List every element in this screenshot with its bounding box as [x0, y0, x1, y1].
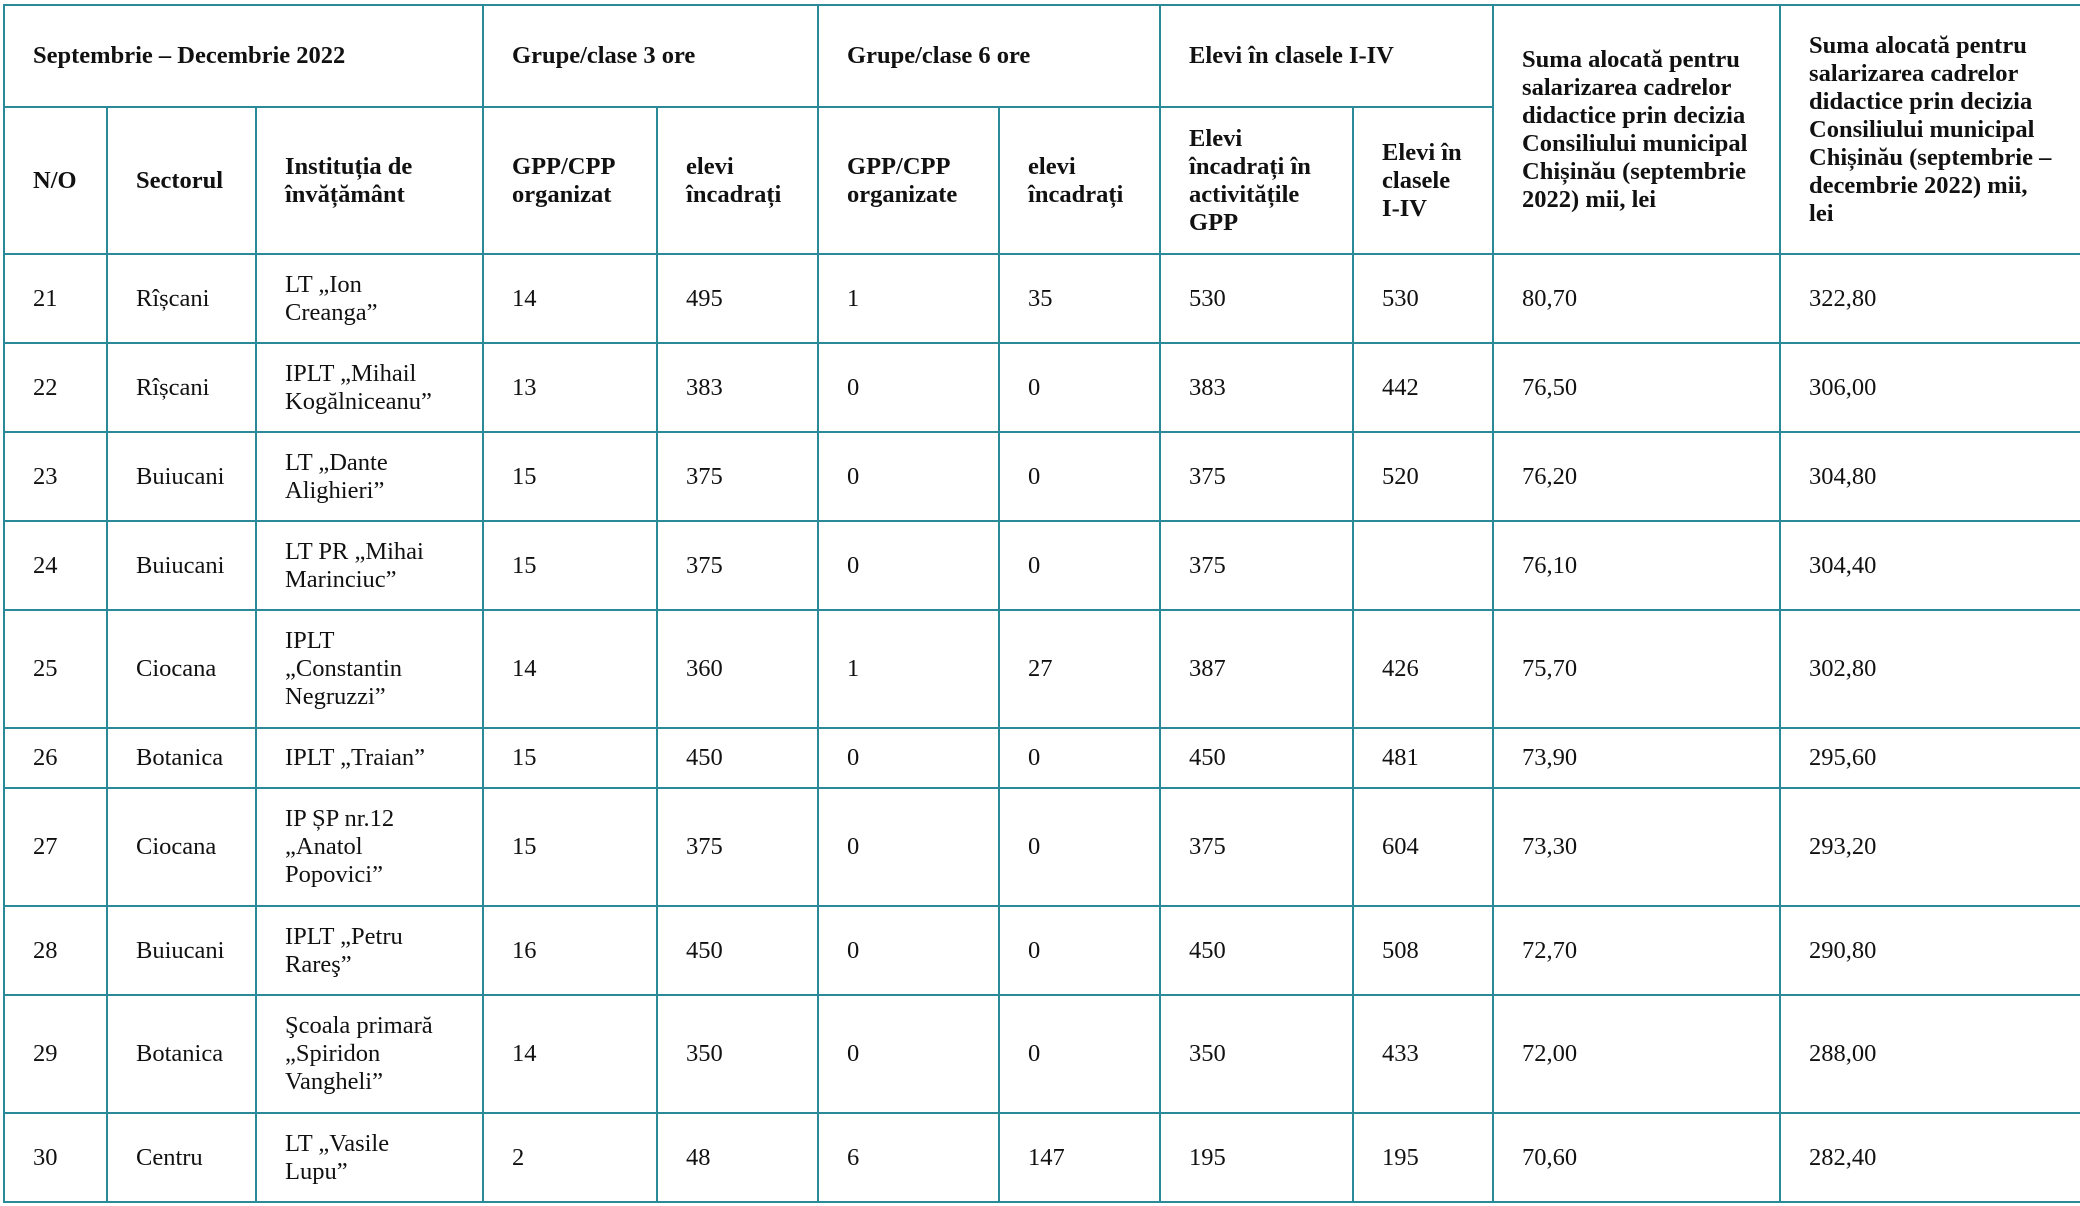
cell-sum-total: 304,40: [1780, 521, 2080, 610]
cell-sum-september: 76,50: [1493, 343, 1780, 432]
col-pupils-6h: elevi încadrați: [999, 107, 1160, 254]
cell-pupils-gpp: 450: [1160, 728, 1353, 788]
cell-sum-september: 70,60: [1493, 1113, 1780, 1202]
cell-pupils-6h: 0: [999, 906, 1160, 995]
cell-sector: Buiucani: [107, 906, 256, 995]
cell-sector: Botanica: [107, 728, 256, 788]
cell-gpp-3h: 15: [483, 728, 657, 788]
cell-pupils-3h: 450: [657, 906, 818, 995]
cell-gpp-3h: 14: [483, 254, 657, 343]
col-pupils-3h: elevi încadrați: [657, 107, 818, 254]
cell-number: 28: [4, 906, 107, 995]
cell-sector: Ciocana: [107, 788, 256, 906]
cell-pupils-gpp: 383: [1160, 343, 1353, 432]
cell-pupils-3h: 360: [657, 610, 818, 728]
cell-institution: LT „Ion Creanga”: [256, 254, 483, 343]
sum-september-header: Suma alocată pentru salarizarea cadrelor didactice prin decizia Consiliului municipal Chișinău (septembrie 2022) mii, lei: [1493, 5, 1780, 254]
cell-institution: LT PR „Mihai Marinciuc”: [256, 521, 483, 610]
cell-pupils-classes: 481: [1353, 728, 1493, 788]
cell-number: 24: [4, 521, 107, 610]
period-header: Septembrie – Decembrie 2022: [4, 5, 483, 107]
cell-pupils-classes: 604: [1353, 788, 1493, 906]
cell-sum-total: 288,00: [1780, 995, 2080, 1113]
table-row: [4, 254, 2080, 343]
col-gpp-6h: GPP/CPP organizate: [818, 107, 999, 254]
cell-gpp-3h: 15: [483, 788, 657, 906]
cell-gpp-6h: 0: [818, 343, 999, 432]
cell-gpp-6h: 0: [818, 521, 999, 610]
cell-pupils-gpp: 387: [1160, 610, 1353, 728]
cell-pupils-classes: 195: [1353, 1113, 1493, 1202]
cell-sum-september: 75,70: [1493, 610, 1780, 728]
table-row: [4, 788, 2080, 906]
cell-sector: Rîșcani: [107, 343, 256, 432]
cell-pupils-3h: 383: [657, 343, 818, 432]
cell-gpp-3h: 16: [483, 906, 657, 995]
col-gpp-3h: GPP/CPP organizat: [483, 107, 657, 254]
cell-sum-september: 76,10: [1493, 521, 1780, 610]
cell-sector: Rîșcani: [107, 254, 256, 343]
table-row: [4, 432, 2080, 521]
sum-total-header: Suma alocată pentru salarizarea cadrelor didactice prin decizia Consiliului municipal Chișinău (septembrie – decembrie 2022) mii, lei: [1780, 5, 2080, 254]
cell-pupils-6h: 147: [999, 1113, 1160, 1202]
cell-gpp-6h: 0: [818, 788, 999, 906]
cell-pupils-gpp: 450: [1160, 906, 1353, 995]
cell-number: 25: [4, 610, 107, 728]
cell-sum-total: 282,40: [1780, 1113, 2080, 1202]
cell-sum-total: 306,00: [1780, 343, 2080, 432]
cell-sum-september: 76,20: [1493, 432, 1780, 521]
cell-pupils-3h: 450: [657, 728, 818, 788]
cell-sum-total: 290,80: [1780, 906, 2080, 995]
cell-pupils-gpp: 375: [1160, 521, 1353, 610]
cell-pupils-classes: 508: [1353, 906, 1493, 995]
cell-sum-september: 72,70: [1493, 906, 1780, 995]
cell-pupils-3h: 375: [657, 521, 818, 610]
cell-sum-total: 322,80: [1780, 254, 2080, 343]
cell-sum-september: 80,70: [1493, 254, 1780, 343]
cell-pupils-classes: 530: [1353, 254, 1493, 343]
col-number: N/O: [4, 107, 107, 254]
cell-gpp-6h: 0: [818, 906, 999, 995]
cell-sum-september: 72,00: [1493, 995, 1780, 1113]
cell-number: 30: [4, 1113, 107, 1202]
cell-pupils-3h: 48: [657, 1113, 818, 1202]
table-row: [4, 995, 2080, 1113]
cell-sector: Centru: [107, 1113, 256, 1202]
table-row: [4, 728, 2080, 788]
allocation-table: [3, 4, 2080, 1203]
cell-pupils-gpp: 195: [1160, 1113, 1353, 1202]
cell-pupils-gpp: 375: [1160, 788, 1353, 906]
cell-institution: LT „Vasile Lupu”: [256, 1113, 483, 1202]
cell-pupils-classes: 520: [1353, 432, 1493, 521]
cell-sector: Botanica: [107, 995, 256, 1113]
cell-number: 21: [4, 254, 107, 343]
cell-pupils-3h: 350: [657, 995, 818, 1113]
table-row: [4, 610, 2080, 728]
cell-gpp-6h: 0: [818, 432, 999, 521]
cell-pupils-3h: 375: [657, 432, 818, 521]
cell-pupils-6h: 0: [999, 432, 1160, 521]
cell-pupils-classes: 426: [1353, 610, 1493, 728]
pupils-header: Elevi în clasele I-IV: [1160, 5, 1493, 107]
cell-number: 29: [4, 995, 107, 1113]
cell-number: 22: [4, 343, 107, 432]
cell-gpp-3h: 2: [483, 1113, 657, 1202]
cell-sector: Buiucani: [107, 432, 256, 521]
cell-gpp-3h: 14: [483, 995, 657, 1113]
cell-pupils-classes: 442: [1353, 343, 1493, 432]
col-institution: Instituția de învățământ: [256, 107, 483, 254]
cell-gpp-3h: 13: [483, 343, 657, 432]
col-pupils-gpp: Elevi încadrați în activitățile GPP: [1160, 107, 1353, 254]
cell-pupils-3h: 375: [657, 788, 818, 906]
cell-gpp-6h: 1: [818, 254, 999, 343]
cell-institution: IPLT „Traian”: [256, 728, 483, 788]
cell-gpp-3h: 14: [483, 610, 657, 728]
cell-institution: Şcoala primară „Spiridon Vangheli”: [256, 995, 483, 1113]
cell-pupils-6h: 0: [999, 728, 1160, 788]
cell-gpp-6h: 0: [818, 728, 999, 788]
table-header-row-1: [4, 5, 2080, 107]
cell-pupils-6h: 0: [999, 343, 1160, 432]
cell-sum-september: 73,90: [1493, 728, 1780, 788]
cell-pupils-gpp: 350: [1160, 995, 1353, 1113]
cell-gpp-6h: 0: [818, 995, 999, 1113]
cell-pupils-6h: 0: [999, 995, 1160, 1113]
cell-institution: IPLT „Mihail Kogălniceanu”: [256, 343, 483, 432]
cell-institution: IP ȘP nr.12 „Anatol Popovici”: [256, 788, 483, 906]
table-row: [4, 906, 2080, 995]
cell-pupils-6h: 0: [999, 788, 1160, 906]
col-pupils-classes: Elevi în clasele I-IV: [1353, 107, 1493, 254]
cell-pupils-gpp: 375: [1160, 432, 1353, 521]
cell-gpp-6h: 6: [818, 1113, 999, 1202]
col-sector: Sectorul: [107, 107, 256, 254]
cell-gpp-3h: 15: [483, 432, 657, 521]
cell-number: 23: [4, 432, 107, 521]
cell-pupils-3h: 495: [657, 254, 818, 343]
cell-pupils-6h: 35: [999, 254, 1160, 343]
group-6h-header: Grupe/clase 6 ore: [818, 5, 1160, 107]
cell-pupils-6h: 0: [999, 521, 1160, 610]
cell-gpp-6h: 1: [818, 610, 999, 728]
cell-number: 26: [4, 728, 107, 788]
cell-institution: LT „Dante Alighieri”: [256, 432, 483, 521]
cell-pupils-6h: 27: [999, 610, 1160, 728]
cell-gpp-3h: 15: [483, 521, 657, 610]
cell-sum-total: 295,60: [1780, 728, 2080, 788]
cell-sum-total: 302,80: [1780, 610, 2080, 728]
cell-institution: IPLT „Petru Rareş”: [256, 906, 483, 995]
table-row: [4, 1113, 2080, 1202]
cell-sector: Ciocana: [107, 610, 256, 728]
cell-sector: Buiucani: [107, 521, 256, 610]
cell-sum-total: 293,20: [1780, 788, 2080, 906]
table-row: [4, 343, 2080, 432]
cell-pupils-classes: [1353, 521, 1493, 610]
cell-pupils-classes: 433: [1353, 995, 1493, 1113]
group-3h-header: Grupe/clase 3 ore: [483, 5, 818, 107]
cell-sum-september: 73,30: [1493, 788, 1780, 906]
cell-number: 27: [4, 788, 107, 906]
cell-pupils-gpp: 530: [1160, 254, 1353, 343]
cell-institution: IPLT „Constantin Negruzzi”: [256, 610, 483, 728]
table-row: [4, 521, 2080, 610]
cell-sum-total: 304,80: [1780, 432, 2080, 521]
